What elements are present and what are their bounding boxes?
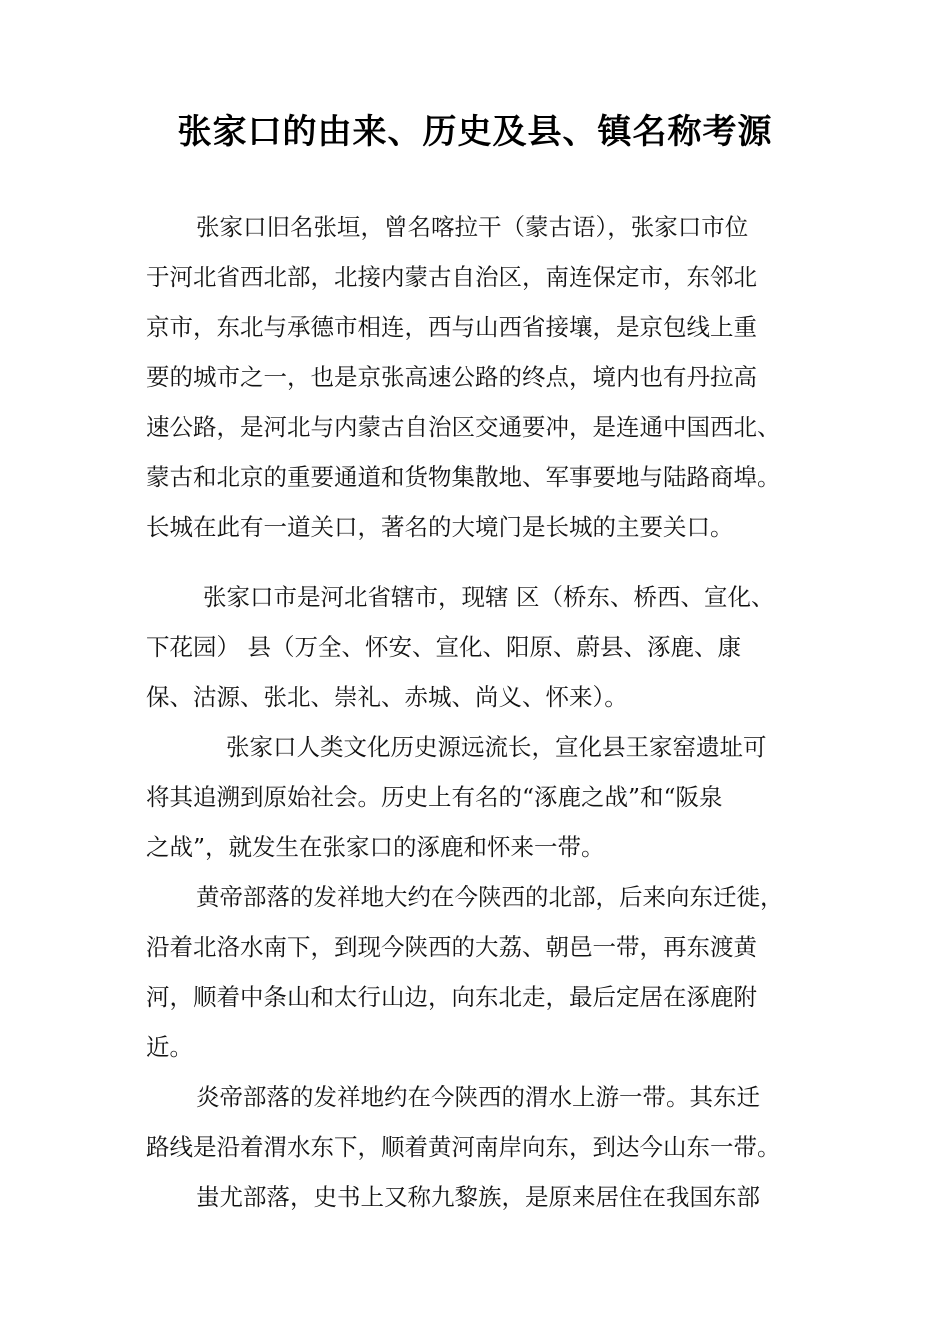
paragraph-line: 长城在此有一道关口，著名的大境门是长城的主要关口。 (146, 513, 734, 541)
paragraph-line: 蚩尤部落，史书上又称九黎族，是原来居住在我国东部 (196, 1183, 760, 1211)
paragraph-line: 炎帝部落的发祥地约在今陕西的渭水上游一带。其东迁 (196, 1083, 760, 1111)
paragraph-line: 速公路，是河北与内蒙古自治区交通要冲，是连通中国西北、 (146, 413, 781, 441)
paragraph-line: 黄帝部落的发祥地大约在今陕西的北部，后来向东迁徙， (196, 883, 784, 911)
document-title: 张家口的由来、历史及县、镇名称考源 (177, 112, 773, 152)
paragraph-line: 要的城市之一，也是京张高速公路的终点，境内也有丹拉高 (146, 363, 757, 391)
paragraph-line: 张家口人类文化历史源远流长，宣化县王家窑遗址可 (226, 733, 767, 761)
paragraph-line: 张家口旧名张垣，曾名喀拉干（蒙古语），张家口市位 (196, 213, 749, 241)
paragraph-line: 之战”，就发生在张家口的涿鹿和怀来一带。 (146, 833, 605, 861)
paragraph-line: 将其追溯到原始社会。历史上有名的“涿鹿之战”和“阪泉 (146, 783, 723, 811)
paragraph-line: 京市，东北与承德市相连，西与山西省接壤，是京包线上重 (146, 313, 757, 341)
paragraph-line: 沿着北洛水南下，到现今陕西的大荔、朝邑一带，再东渡黄 (146, 933, 757, 961)
paragraph-line: 蒙古和北京的重要通道和货物集散地、军事要地与陆路商埠。 (146, 463, 781, 491)
paragraph-line: 下花园） 县（万全、怀安、宣化、阳原、蔚县、涿鹿、康 (146, 633, 741, 661)
paragraph-line: 张家口市是河北省辖市，现辖 区（桥东、桥西、宣化、 (203, 583, 775, 611)
paragraph-line: 保、沽源、张北、崇礼、赤城、尚义、怀来）。 (146, 683, 628, 711)
paragraph-line: 路线是沿着渭水东下，顺着黄河南岸向东，到达今山东一带。 (146, 1133, 781, 1161)
paragraph-line: 河，顺着中条山和太行山边，向东北走，最后定居在涿鹿附 (146, 983, 757, 1011)
paragraph-line: 于河北省西北部，北接内蒙古自治区，南连保定市，东邻北 (146, 263, 757, 291)
paragraph-line: 近。 (146, 1033, 193, 1061)
